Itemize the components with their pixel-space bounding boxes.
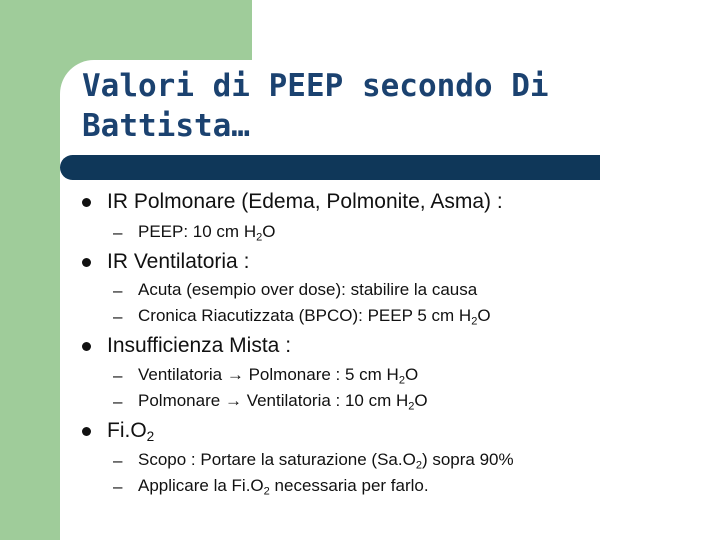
slide-title-line-1: Valori di PEEP secondo Di [82,68,549,104]
dash-icon: – [113,451,123,470]
dash-icon: – [113,223,123,242]
sub-item-acuta: Acuta (esempio over dose): stabilire la causa [138,280,478,299]
sub-item-applicare: Applicare la $Fi.O_2$ necessaria per farlo. [138,476,429,498]
dash-icon: – [113,366,123,385]
list-item-insufficienza-mista: Insufficienza Mista : [107,334,292,357]
dash-icon: – [113,307,123,326]
sub-item-peep-10: PEEP: 10 cm $H_2O$ [138,222,276,244]
slide-title [82,66,682,146]
sub-item-polmonare-ventilatoria: Polmonare → Ventilatoria : 10 cm $H_2O$ [138,391,428,413]
dash-icon: – [113,477,123,496]
dash-icon: – [113,281,123,300]
list-item-ir-polmonare: IR Polmonare (Edema, Polmonite, Asma) : [107,190,503,213]
bullet-icon [82,427,91,436]
list-item-fio2: $Fi.O_2$ [107,419,155,445]
sub-item-scopo: Scopo : Portare la saturazione $(Sa.O_2)$ sopra 90% [138,450,514,472]
bullet-icon [82,258,91,267]
arrow-right-icon: → [226,365,244,384]
bullet-icon [82,342,91,351]
sub-item-cronica: Cronica Riacutizzata (BPCO): PEEP 5 cm $H_2O$ [138,306,491,328]
dash-icon: – [113,392,123,411]
slide-title-line-2: Battista… [82,108,250,144]
bullet-icon [82,198,91,207]
title-underline-bar [60,155,600,180]
list-item-ir-ventilatoria: IR Ventilatoria : [107,250,250,273]
sub-item-ventilatoria-polmonare: Ventilatoria → Polmonare : 5 cm $H_2O$ [138,365,419,387]
arrow-right-icon: → [224,391,242,410]
